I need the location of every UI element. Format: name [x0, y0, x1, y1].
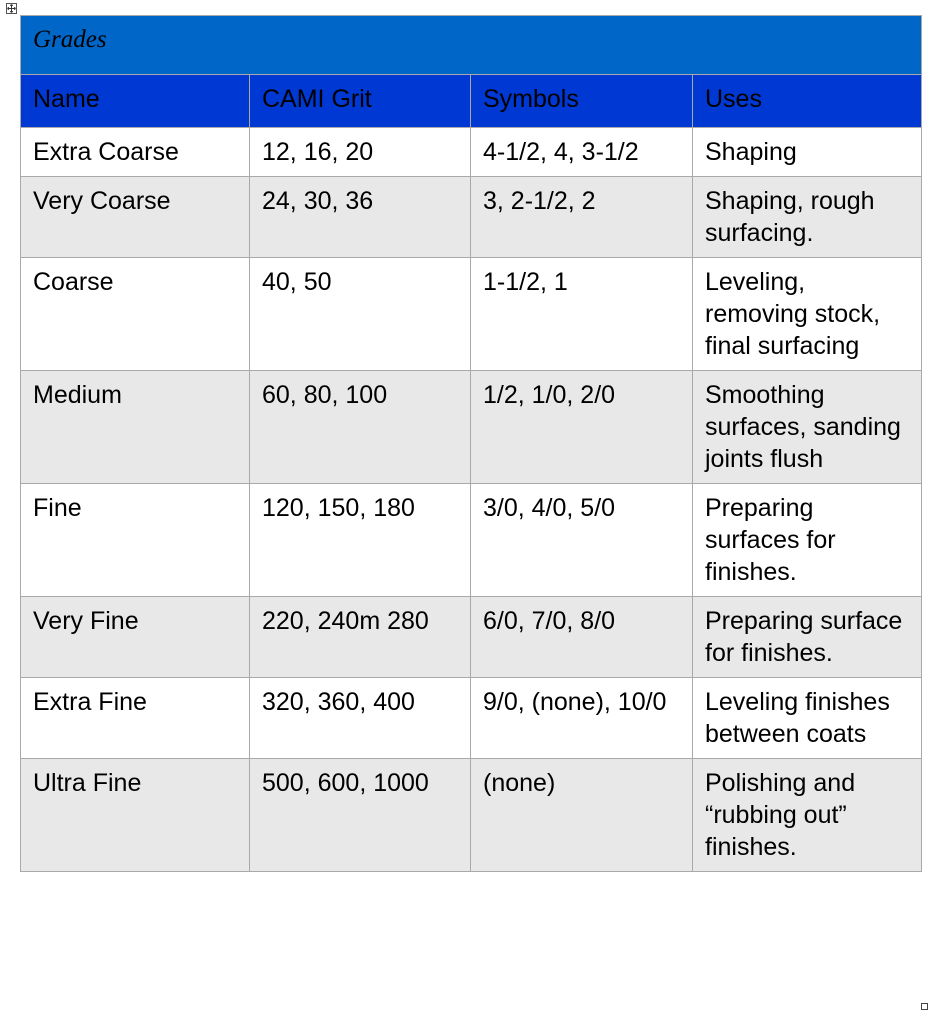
- grit-cell: 120, 150, 180: [250, 484, 471, 597]
- table-row: [21, 597, 922, 678]
- grade-name-cell: Medium: [21, 371, 250, 484]
- grade-name-cell: Very Fine: [21, 597, 250, 678]
- grade-name-cell: Extra Fine: [21, 678, 250, 759]
- table-row: [21, 177, 922, 258]
- uses-cell: Smoothing surfaces, sanding joints flush: [693, 371, 922, 484]
- title-row: [21, 16, 922, 75]
- uses-cell: Leveling, removing stock, final surfacing: [693, 258, 922, 371]
- grit-cell: 220, 240m 280: [250, 597, 471, 678]
- grit-cell: 12, 16, 20: [250, 128, 471, 177]
- grade-name-cell: Fine: [21, 484, 250, 597]
- table-move-handle-icon[interactable]: [6, 3, 17, 14]
- symbols-cell: 6/0, 7/0, 8/0: [471, 597, 693, 678]
- table-row: [21, 678, 922, 759]
- table-row: [21, 759, 922, 872]
- symbols-cell: 1/2, 1/0, 2/0: [471, 371, 693, 484]
- column-header-uses: Uses: [693, 75, 922, 128]
- symbols-cell: (none): [471, 759, 693, 872]
- grit-cell: 500, 600, 1000: [250, 759, 471, 872]
- uses-cell: Shaping, rough surfacing.: [693, 177, 922, 258]
- column-header-name: Name: [21, 75, 250, 128]
- symbols-cell: 1-1/2, 1: [471, 258, 693, 371]
- symbols-cell: 9/0, (none), 10/0: [471, 678, 693, 759]
- grit-cell: 24, 30, 36: [250, 177, 471, 258]
- grade-name-cell: Ultra Fine: [21, 759, 250, 872]
- table-row: [21, 484, 922, 597]
- symbols-cell: 3, 2-1/2, 2: [471, 177, 693, 258]
- uses-cell: Leveling finishes between coats: [693, 678, 922, 759]
- column-header-symbols: Symbols: [471, 75, 693, 128]
- grade-name-cell: Coarse: [21, 258, 250, 371]
- uses-cell: Preparing surface for finishes.: [693, 597, 922, 678]
- grit-cell: 40, 50: [250, 258, 471, 371]
- symbols-cell: 3/0, 4/0, 5/0: [471, 484, 693, 597]
- grit-cell: 60, 80, 100: [250, 371, 471, 484]
- grit-cell: 320, 360, 400: [250, 678, 471, 759]
- table-row: [21, 128, 922, 177]
- column-header-cami-grit: CAMI Grit: [250, 75, 471, 128]
- grades-table: [20, 15, 922, 872]
- grade-name-cell: Very Coarse: [21, 177, 250, 258]
- table-row: [21, 258, 922, 371]
- symbols-cell: 4-1/2, 4, 3-1/2: [471, 128, 693, 177]
- uses-cell: Polishing and “rubbing out” finishes.: [693, 759, 922, 872]
- table-resize-handle-icon[interactable]: [921, 1003, 928, 1010]
- grade-name-cell: Extra Coarse: [21, 128, 250, 177]
- uses-cell: Shaping: [693, 128, 922, 177]
- table-row: [21, 371, 922, 484]
- uses-cell: Preparing surfaces for finishes.: [693, 484, 922, 597]
- header-row: [21, 75, 922, 128]
- table-title: Grades: [21, 16, 922, 75]
